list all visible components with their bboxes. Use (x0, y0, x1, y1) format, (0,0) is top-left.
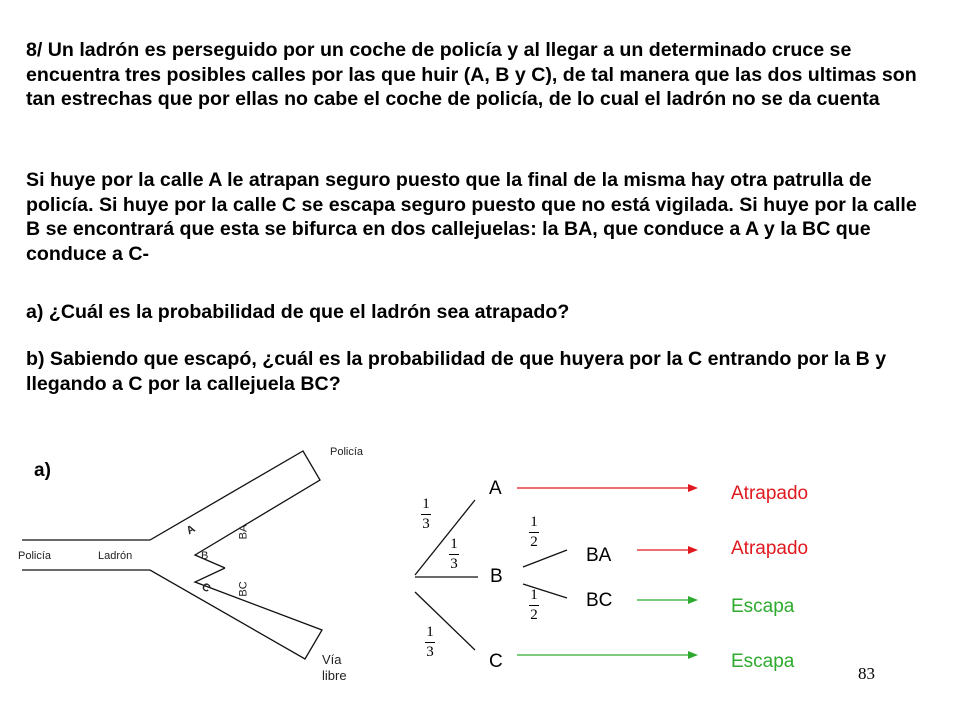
prob-a-fraction (418, 496, 434, 533)
prob-ba-num: 1 (530, 514, 538, 530)
alley-bc-label: BC (237, 581, 250, 597)
prob-a-den: 3 (422, 516, 430, 532)
question-b: b) Sabiendo que escapó, ¿cuál es la probabilidad de que huyera por la C entrando por la B y llegando a C por la callejuela BC? (26, 348, 887, 395)
question-a: a) ¿Cuál es la probabilidad de que el ladrón sea atrapado? (26, 301, 570, 323)
prob-b-den: 3 (450, 556, 458, 572)
prob-ba-den: 2 (530, 534, 538, 550)
tree-node-ba: BA (586, 545, 612, 566)
free-way-label-2: libre (322, 668, 347, 683)
tree-node-a: A (489, 478, 502, 499)
prob-bc-num: 1 (530, 587, 538, 603)
alley-ba-label: BA (237, 524, 250, 540)
outcome-ba: Atrapado (731, 538, 809, 559)
prob-c-fraction (422, 624, 438, 661)
street-a-label: A (184, 522, 198, 538)
outcome-c: Escapa (731, 651, 795, 672)
street-b-label: B (201, 550, 209, 562)
section-label: a) (34, 460, 51, 481)
police-left-label: Policía (18, 550, 52, 562)
street-outline-bottom (22, 568, 322, 659)
problem-statement: 8/ Un ladrón es perseguido por un coche de policía y al llegar a un determinado cruce se encuentra tres posibles calles por las que huir (A, B y C), de tal manera que las dos ultimas son tan estrechas que por ellas no cabe el coche de policía, de lo cual el ladrón no se da cuenta (26, 39, 917, 110)
street-outline-top (22, 451, 320, 568)
street-map (22, 451, 322, 659)
street-c-label: C (199, 580, 213, 596)
tree-node-b: B (490, 566, 503, 587)
outcome-bc: Escapa (731, 596, 795, 617)
tree-node-bc: BC (586, 590, 613, 611)
police-top-label: Policía (330, 446, 364, 458)
thief-label: Ladrón (98, 550, 133, 562)
prob-ba-fraction (526, 514, 542, 551)
page-number: 83 (858, 664, 875, 683)
prob-bc-fraction (526, 587, 542, 624)
outcome-a: Atrapado (731, 483, 809, 504)
prob-b-num: 1 (450, 536, 458, 552)
prob-c-den: 3 (426, 644, 434, 660)
prob-c-num: 1 (426, 624, 434, 640)
prob-b-fraction (446, 536, 462, 573)
problem-conditions: Si huye por la calle A le atrapan seguro puesto que la final de la misma hay otra patrulla de policía. Si huye por la calle C se escapa seguro puesto que no está vigilada. Si huye por la calle B se encontrará que esta se bifurca en dos callejuelas: la BA, que conduce a A y la BC que conduce a C- (26, 169, 917, 265)
tree-node-c: C (489, 651, 503, 672)
prob-a-num: 1 (422, 496, 430, 512)
prob-bc-den: 2 (530, 607, 538, 623)
free-way-label-1: Vía (322, 652, 342, 667)
branch-to-ba (523, 550, 567, 567)
outcome-arrows (517, 484, 698, 659)
